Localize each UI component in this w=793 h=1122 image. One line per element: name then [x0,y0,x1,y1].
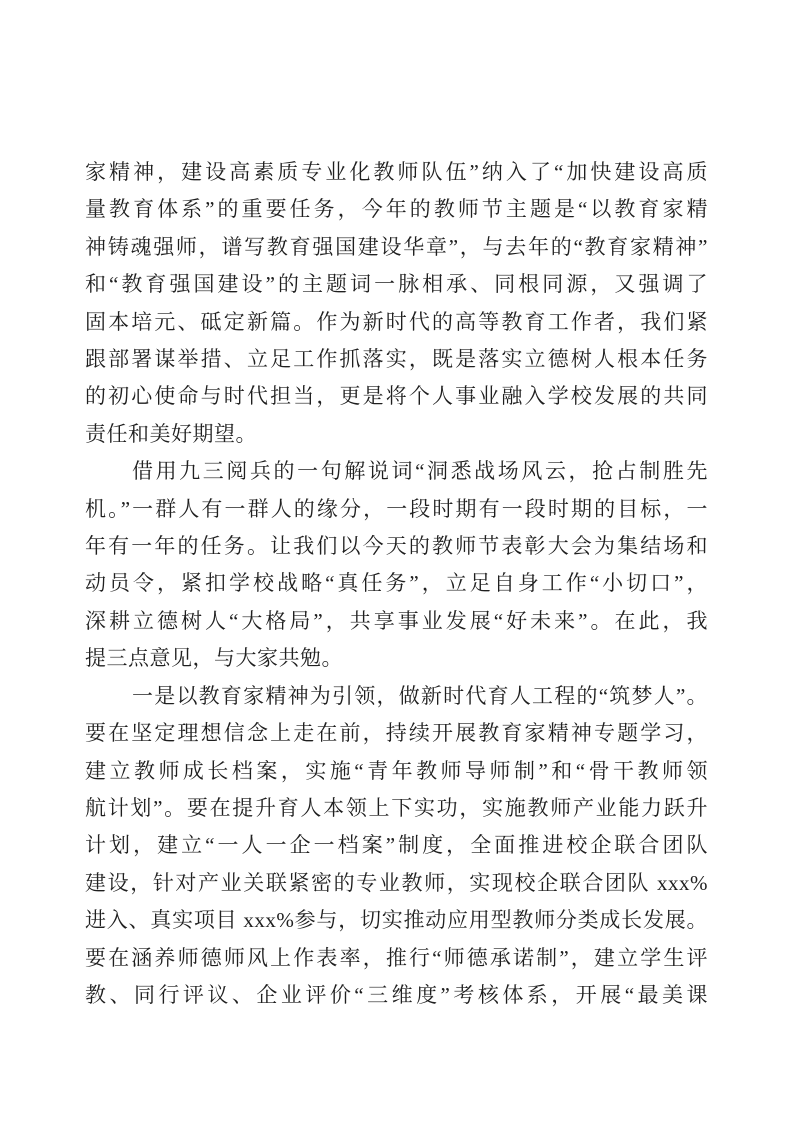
text-line: 航计划”。要在提升育人本领上下实功，实施教师产业能力跃升 [85,795,708,820]
text-line: 动员令，紧扣学校战略“真任务”，立足自身工作“小切口”， [85,571,708,596]
text-line: 神铸魂强师，谱写教育强国建设华章”，与去年的“教育家精神” [85,234,708,259]
text-line: 建设，针对产业关联紧密的专业教师，实现校企联合团队 xxx% [85,870,708,895]
text-line: 要在坚定理想信念上走在前，持续开展教育家精神专题学习， [85,721,708,746]
text-line: 的初心使命与时代担当，更是将个人事业融入学校发展的共同 [85,384,708,409]
text-line: 责任和美好期望。 [85,421,257,446]
text-line: 教、同行评议、企业评价“三维度”考核体系，开展“最美课 [85,982,708,1007]
text-line: 固本培元、砥定新篇。作为新时代的高等教育工作者，我们紧 [85,309,708,334]
text-line: 机。”一群人有一群人的缘分，一段时期有一段时期的目标，一 [85,496,708,521]
text-block [85,154,708,1014]
text-line: 要在涵养师德师风上作表率，推行“师德承诺制”，建立学生评 [85,945,708,970]
text-line: 深耕立德树人“大格局”，共享事业发展“好未来”。在此，我 [85,608,708,633]
text-line: 借用九三阅兵的一句解说词“洞悉战场风云，抢占制胜先 [132,459,708,484]
text-line: 量教育体系”的重要任务，今年的教师节主题是“以教育家精 [85,197,708,222]
text-line: 建立教师成长档案，实施“青年教师导师制”和“骨干教师领 [85,758,708,783]
text-line: 和“教育强国建设”的主题词一脉相承、同根同源，又强调了 [85,272,708,297]
text-line: 一是以教育家精神为引领，做新时代育人工程的“筑梦人”。 [132,683,708,708]
text-line: 计划，建立“一人一企一档案”制度，全面推进校企联合团队 [85,833,708,858]
text-line: 跟部署谋举措、立足工作抓落实，既是落实立德树人根本任务 [85,347,708,372]
text-line: 家精神，建设高素质专业化教师队伍”纳入了“加快建设高质 [85,160,708,184]
text-line: 提三点意见，与大家共勉。 [85,646,343,671]
text-line: 年有一年的任务。让我们以今天的教师节表彰大会为集结场和 [85,534,708,559]
text-line: 进入、真实项目 xxx%参与，切实推动应用型教师分类成长发展。 [85,908,708,933]
